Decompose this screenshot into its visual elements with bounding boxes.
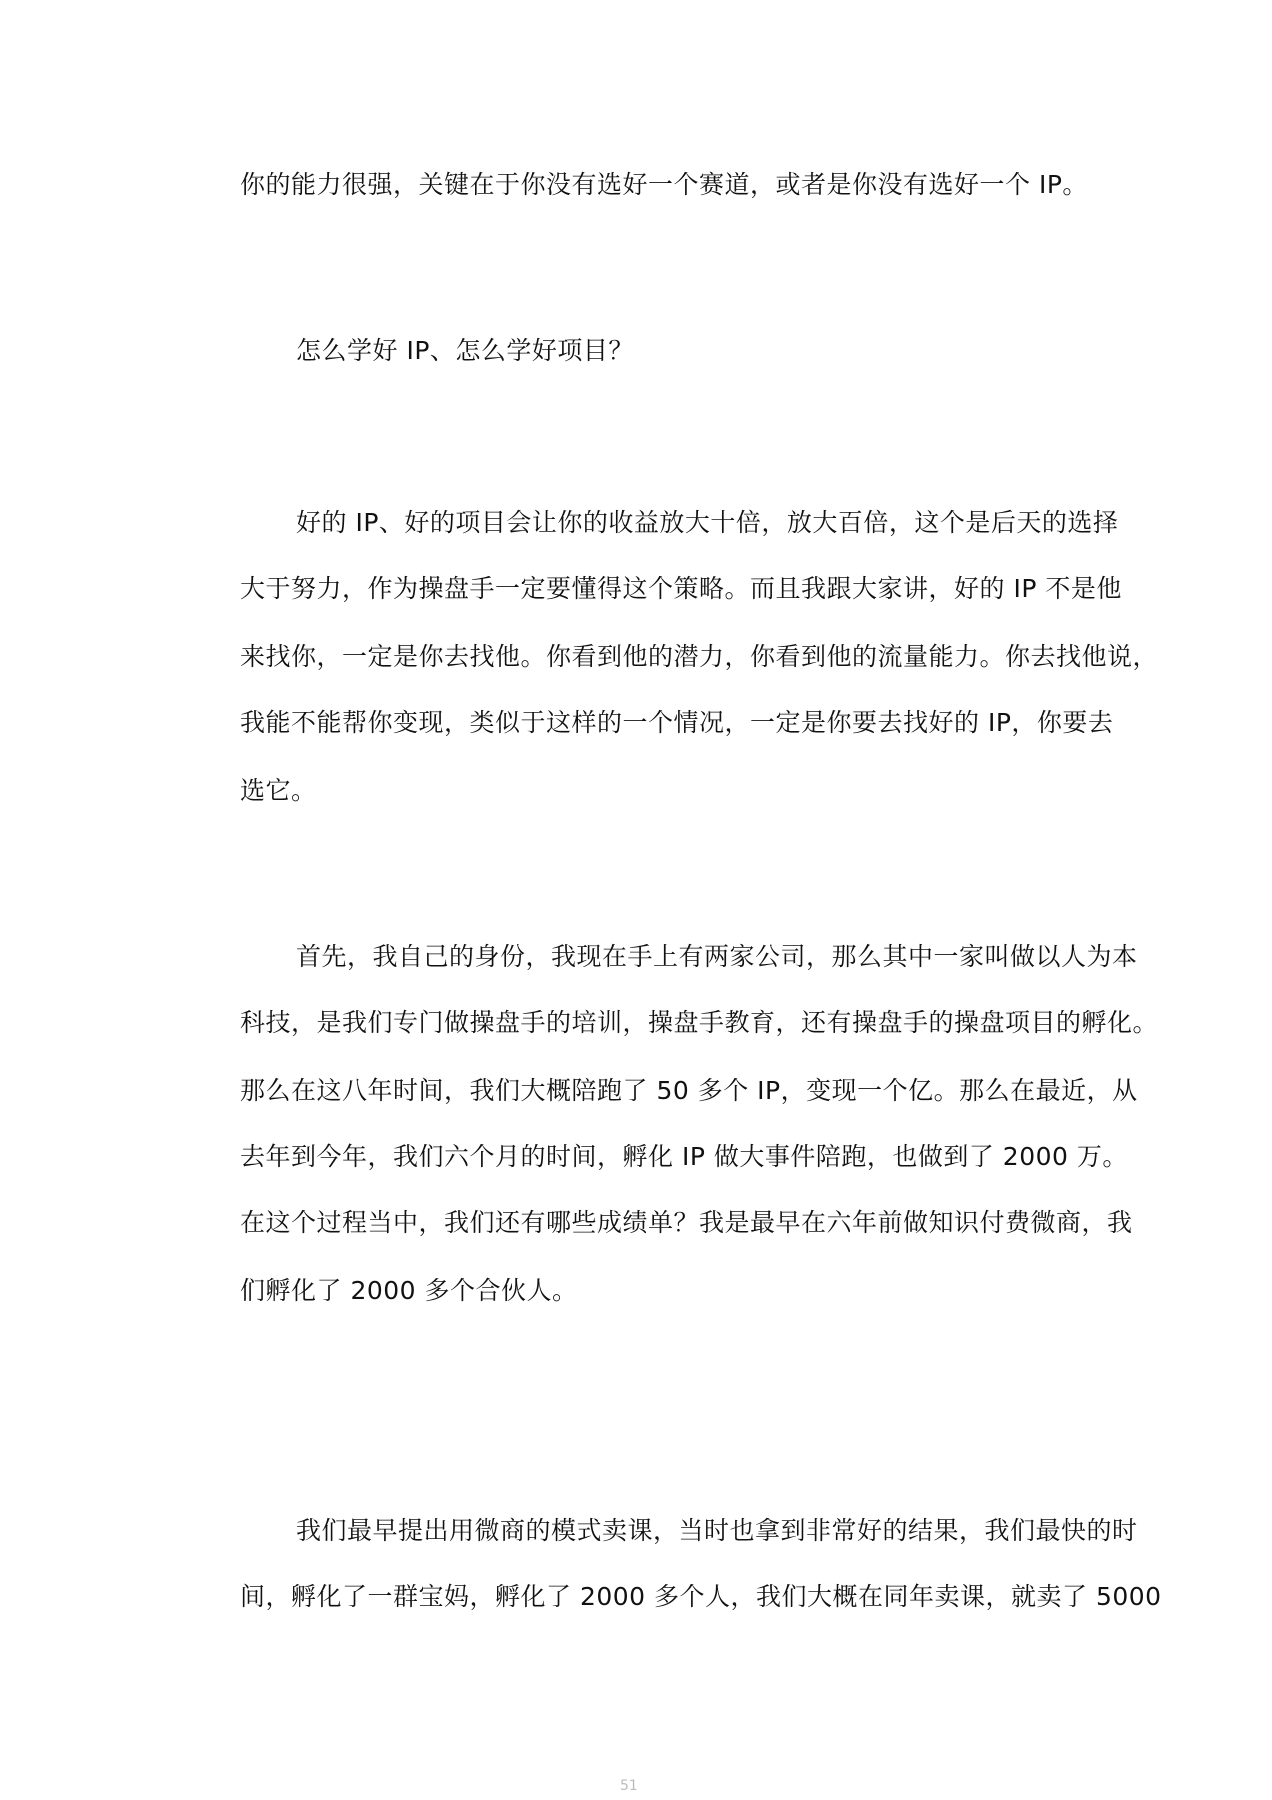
- paragraph-4-line-5: 在这个过程当中，我们还有哪些成绩单？我是最早在六年前做知识付费微商，我: [240, 1208, 1133, 1237]
- paragraph-3-line-5: 选它。: [240, 776, 317, 805]
- paragraph-4-line-2: 科技，是我们专门做操盘手的培训，操盘手教育，还有操盘手的操盘项目的孵化。: [240, 1008, 1159, 1037]
- paragraph-2-line-1: 怎么学好 IP、怎么学好项目？: [296, 336, 634, 365]
- paragraph-4-line-3: 那么在这八年时间，我们大概陪跑了 50 多个 IP，变现一个亿。那么在最近，从: [240, 1076, 1138, 1105]
- paragraph-5-line-2: 间，孵化了一群宝妈，孵化了 2000 多个人，我们大概在同年卖课，就卖了 5000: [240, 1582, 1162, 1611]
- paragraph-5-line-1: 我们最早提出用微商的模式卖课，当时也拿到非常好的结果，我们最快的时: [296, 1516, 1138, 1545]
- page-number: 51: [620, 1778, 638, 1794]
- paragraph-3-line-1: 好的 IP、好的项目会让你的收益放大十倍，放大百倍，这个是后天的选择: [296, 508, 1119, 537]
- paragraph-1-line-1: 你的能力很强，关键在于你没有选好一个赛道，或者是你没有选好一个 IP。: [240, 170, 1088, 199]
- paragraph-3-line-3: 来找你，一定是你去找他。你看到他的潜力，你看到他的流量能力。你去找他说，: [240, 642, 1159, 671]
- paragraph-4-line-4: 去年到今年，我们六个月的时间，孵化 IP 做大事件陪跑，也做到了 2000 万。: [240, 1142, 1128, 1171]
- paragraph-4-line-1: 首先，我自己的身份，我现在手上有两家公司，那么其中一家叫做以人为本: [296, 942, 1138, 971]
- paragraph-3-line-4: 我能不能帮你变现，类似于这样的一个情况，一定是你要去找好的 IP，你要去: [240, 708, 1114, 737]
- paragraph-4-line-6: 们孵化了 2000 多个合伙人。: [240, 1276, 578, 1305]
- paragraph-3-line-2: 大于努力，作为操盘手一定要懂得这个策略。而且我跟大家讲，好的 IP 不是他: [240, 574, 1122, 603]
